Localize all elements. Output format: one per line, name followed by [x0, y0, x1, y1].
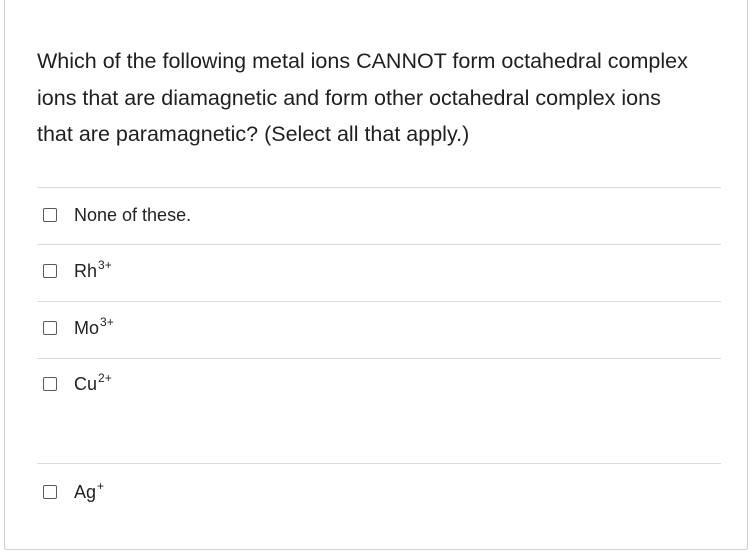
option-label: $Rh^{3+}$	[74, 257, 112, 281]
option-cu2plus[interactable]	[43, 372, 112, 396]
option-mo3plus[interactable]	[43, 316, 114, 340]
option-rh3plus[interactable]	[43, 259, 112, 283]
option-none-of-these[interactable]	[43, 203, 191, 227]
divider	[37, 244, 721, 245]
checkbox[interactable]	[43, 321, 57, 335]
checkbox[interactable]	[43, 377, 57, 391]
checkbox[interactable]	[43, 264, 57, 278]
checkbox[interactable]	[43, 208, 57, 222]
divider	[37, 187, 721, 188]
divider	[37, 463, 721, 464]
option-label: Ag+	[74, 478, 105, 502]
option-label: $Cu^{2+}$	[74, 370, 112, 394]
option-label: $Mo^{3+}$	[74, 314, 114, 338]
question-text: Which of the following metal ions CANNOT form octahedral complex ions that are diamagnetic and form other octahedral complex ions that are paramagnetic? (Select all that apply.)	[37, 49, 688, 146]
question-card	[4, 0, 748, 550]
option-charge: 3+	[100, 314, 114, 329]
option-charge: 3+	[98, 257, 112, 272]
option-agplus[interactable]	[43, 480, 104, 504]
option-label: None of these.	[74, 204, 192, 225]
option-charge: +	[97, 478, 105, 493]
divider	[37, 301, 721, 302]
divider	[37, 358, 721, 359]
checkbox[interactable]	[43, 485, 57, 499]
option-charge: 2+	[98, 370, 112, 385]
